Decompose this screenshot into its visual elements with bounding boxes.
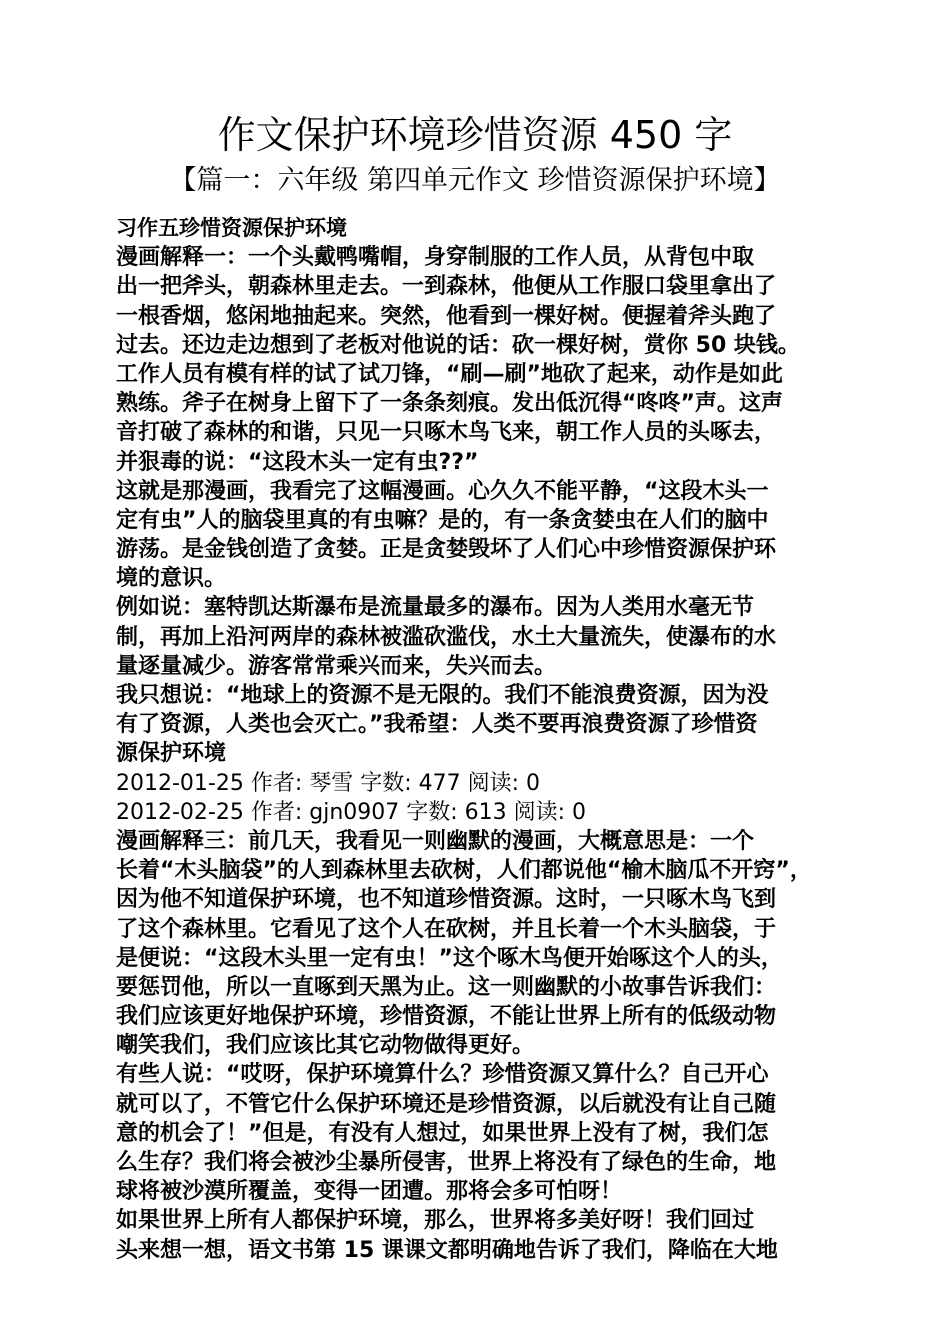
- paragraph-line: 如果世界上所有人都保护环境，那么，世界将多美好呀！我们回过: [116, 1208, 755, 1234]
- paragraph-line: 熟练。斧子在树身上留下了一条条刻痕。发出低沉得“咚咚”声。这声: [116, 391, 783, 417]
- paragraph-line: 头来想一想，语文书第 15 课课文都明确地告诉了我们，降临在大地: [116, 1237, 778, 1263]
- paragraph-line: 源保护环境: [116, 741, 227, 767]
- paragraph-line: 游荡。是金钱创造了贪婪。正是贪婪毁坏了人们心中珍惜资源保护环: [116, 537, 777, 563]
- article-meta-line: 2012-02-25 作者: gjn0907 字数: 613 阅读: 0: [116, 799, 587, 825]
- paragraph-line: 球将被沙漠所覆盖，变得一团遭。那将会多可怕呀！: [116, 1179, 623, 1205]
- paragraph-line: 长着“木头脑袋”的人到森林里去砍树，人们都说他“榆木脑瓜不开窍”，: [116, 858, 812, 884]
- paragraph-line: 么生存？我们将会被沙尘暴所侵害，世界上将没有了绿色的生命，地: [116, 1150, 777, 1175]
- paragraph-line: 出一把斧头，朝森林里走去。一到森林，他便从工作服口袋里拿出了: [116, 274, 777, 300]
- paragraph-line: 例如说：塞特凯达斯瀑布是流量最多的瀑布。因为人类用水毫无节: [116, 595, 755, 621]
- paragraph-line: 量逐量减少。游客常常乘兴而来，失兴而去。: [116, 653, 557, 679]
- section-heading: 习作五珍惜资源保护环境: [116, 216, 347, 240]
- document-body: [116, 214, 844, 1265]
- paragraph-line: 我只想说：“地球上的资源不是无限的。我们不能浪费资源，因为没: [116, 683, 769, 708]
- paragraph-line: 一根香烟，悠闲地抽起来。突然，他看到一棵好树。便握着斧头跑了: [116, 303, 777, 329]
- paragraph-line: 制，再加上沿河两岸的森林被滥砍滥伐，水土大量流失，使瀑布的水: [116, 624, 777, 650]
- paragraph-line: 我们应该更好地保护环境，珍惜资源，不能让世界上所有的低级动物: [116, 1004, 777, 1030]
- paragraph-line: 过去。还边走边想到了老板对他说的话：砍一棵好树，赏你 50 块钱。: [116, 332, 800, 358]
- paragraph-line: 嘲笑我们，我们应该比其它动物做得更好。: [116, 1033, 535, 1059]
- paragraph-line: 定有虫”人的脑袋里真的有虫嘛？是的，有一条贪婪虫在人们的脑中: [116, 507, 769, 533]
- paragraph-line: 有些人说：“哎呀，保护环境算什么？珍惜资源又算什么？自己开心: [116, 1062, 769, 1088]
- article-meta-line: 2012-01-25 作者: 琴雪 字数: 477 阅读: 0: [116, 770, 541, 796]
- document-subtitle: 【篇一：六年级 第四单元作文 珍惜资源保护环境】: [169, 165, 781, 196]
- paragraph-line: 并狠毒的说：“这段木头一定有虫??”: [116, 449, 479, 475]
- paragraph-line: 了这个森林里。它看见了这个人在砍树，并且长着一个木头脑袋，于: [116, 916, 777, 942]
- paragraph-line: 这就是那漫画，我看完了这幅漫画。心久久不能平静，“这段木头一: [116, 478, 769, 504]
- paragraph-line: 是便说：“这段木头里一定有虫！”这个啄木鸟便开始啄这个人的头，: [116, 945, 783, 971]
- paragraph-line: 意的机会了！”但是，有没有人想过，如果世界上没有了树，我们怎: [116, 1120, 769, 1146]
- paragraph-line: 因为他不知道保护环境，也不知道珍惜资源。这时，一只啄木鸟飞到: [116, 887, 777, 913]
- paragraph-line: 境的意识。: [116, 566, 227, 592]
- paragraph-line: 就可以了，不管它什么保护环境还是珍惜资源，以后就没有让自己随: [116, 1091, 777, 1117]
- document-title: 作文保护环境珍惜资源 450 字: [217, 113, 733, 157]
- paragraph-line: 有了资源，人类也会灭亡。”我希望：人类不要再浪费资源了珍惜资: [116, 712, 758, 738]
- paragraph-line: 漫画解释三：前几天，我看见一则幽默的漫画，大概意思是：一个: [116, 828, 755, 854]
- paragraph-line: 音打破了森林的和谐，只见一只啄木鸟飞来，朝工作人员的头啄去，: [116, 420, 777, 446]
- paragraph-line: 漫画解释一：一个头戴鸭嘴帽，身穿制服的工作人员，从背包中取: [116, 245, 755, 271]
- paragraph-line: 要惩罚他，所以一直啄到天黑为止。这一则幽默的小故事告诉我们：: [116, 974, 777, 1000]
- paragraph-line: 工作人员有模有样的试了试刀锋，“刷—刷”地砍了起来，动作是如此: [116, 361, 783, 387]
